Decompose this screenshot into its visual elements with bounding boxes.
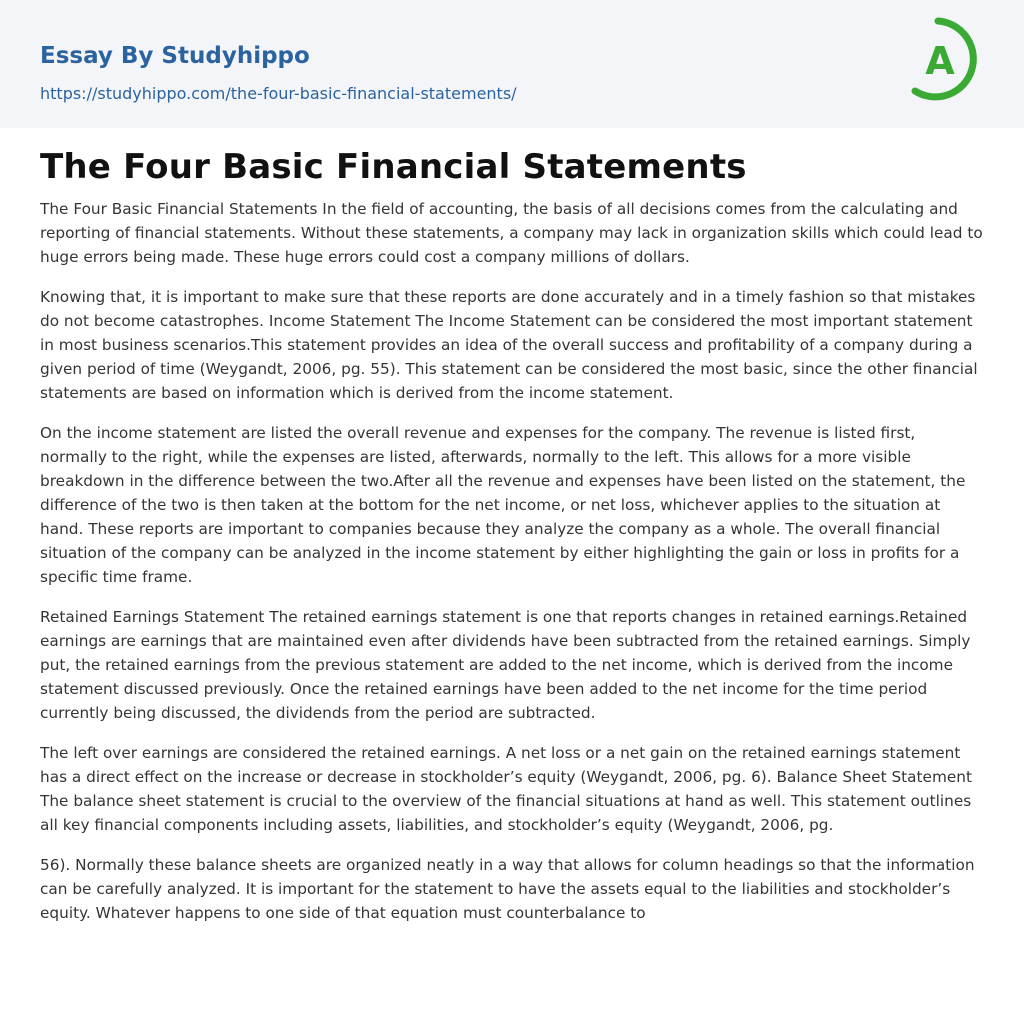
essay-paragraph: Knowing that, it is important to make sure that these reports are done accurately and in a timely fashion so that mistakes do not become catastrophes. Income Statement The Income Statement can be considered the most important statement in most business scenarios.This statement provides an idea of the overall success and profitability of a company during a given period of time (Weygandt, 2006, pg. 55). This statement can be considered the most basic, since the other financial statements are based on information which is derived from the income statement. xyxy=(40,288,978,402)
essay-paragraph: 56). Normally these balance sheets are organized neatly in a way that allows for column headings so that the information can be carefully analyzed. It is important for the statement to have the assets equal to the liabilities and stockholder’s equity. Whatever happens to one side of that equation must counterbalance to xyxy=(40,856,975,922)
essay-content xyxy=(40,144,984,941)
logo-letter: A xyxy=(925,39,955,83)
essay-paragraph: On the income statement are listed the overall revenue and expenses for the company. The revenue is listed first, normally to the right, while the expenses are listed, afterwards, normally to the left. This allows for a more visible breakdown in the difference between the two.After all the revenue and expenses have been listed on the statement, the difference of the two is then taken at the bottom for the net income, or net loss, whichever applies to the situation at hand. These reports are important to companies because they analyze the company as a whole. The overall financial situation of the company can be analyzed in the income statement by either highlighting the gain or loss in profits for a specific time frame. xyxy=(40,424,966,586)
page-title: The Four Basic Financial Statements xyxy=(40,147,747,187)
site-header xyxy=(0,0,1024,128)
studyhippo-logo-icon[interactable] xyxy=(902,17,988,105)
site-brand[interactable]: Essay By Studyhippo xyxy=(40,43,310,69)
essay-paragraph: The left over earnings are considered the retained earnings. A net loss or a net gain on the retained earnings statement has a direct effect on the increase or decrease in stockholder’s equity (Weygandt, 2006, pg. 6). Balance Sheet Statement The balance sheet statement is crucial to the overview of the financial situations at hand as well. This statement outlines all key financial components including assets, liabilities, and stockholder’s equity (Weygandt, 2006, pg. xyxy=(40,744,972,834)
essay-paragraph: Retained Earnings Statement The retained earnings statement is one that reports changes in retained earnings.Retained earnings are earnings that are maintained even after dividends have been subtracted from the retained earnings. Simply put, the retained earnings from the previous statement are added to the net income, which is derived from the income statement discussed previously. Once the retained earnings have been added to the net income for the time period currently being discussed, the dividends from the period are subtracted. xyxy=(40,608,971,722)
essay-paragraph: The Four Basic Financial Statements In the field of accounting, the basis of all decisions comes from the calculating and reporting of financial statements. Without these statements, a company may lack in organization skills which could lead to huge errors being made. These huge errors could cost a company millions of dollars. xyxy=(40,200,983,266)
essay-url-link[interactable]: https://studyhippo.com/the-four-basic-financial-statements/ xyxy=(40,84,517,103)
